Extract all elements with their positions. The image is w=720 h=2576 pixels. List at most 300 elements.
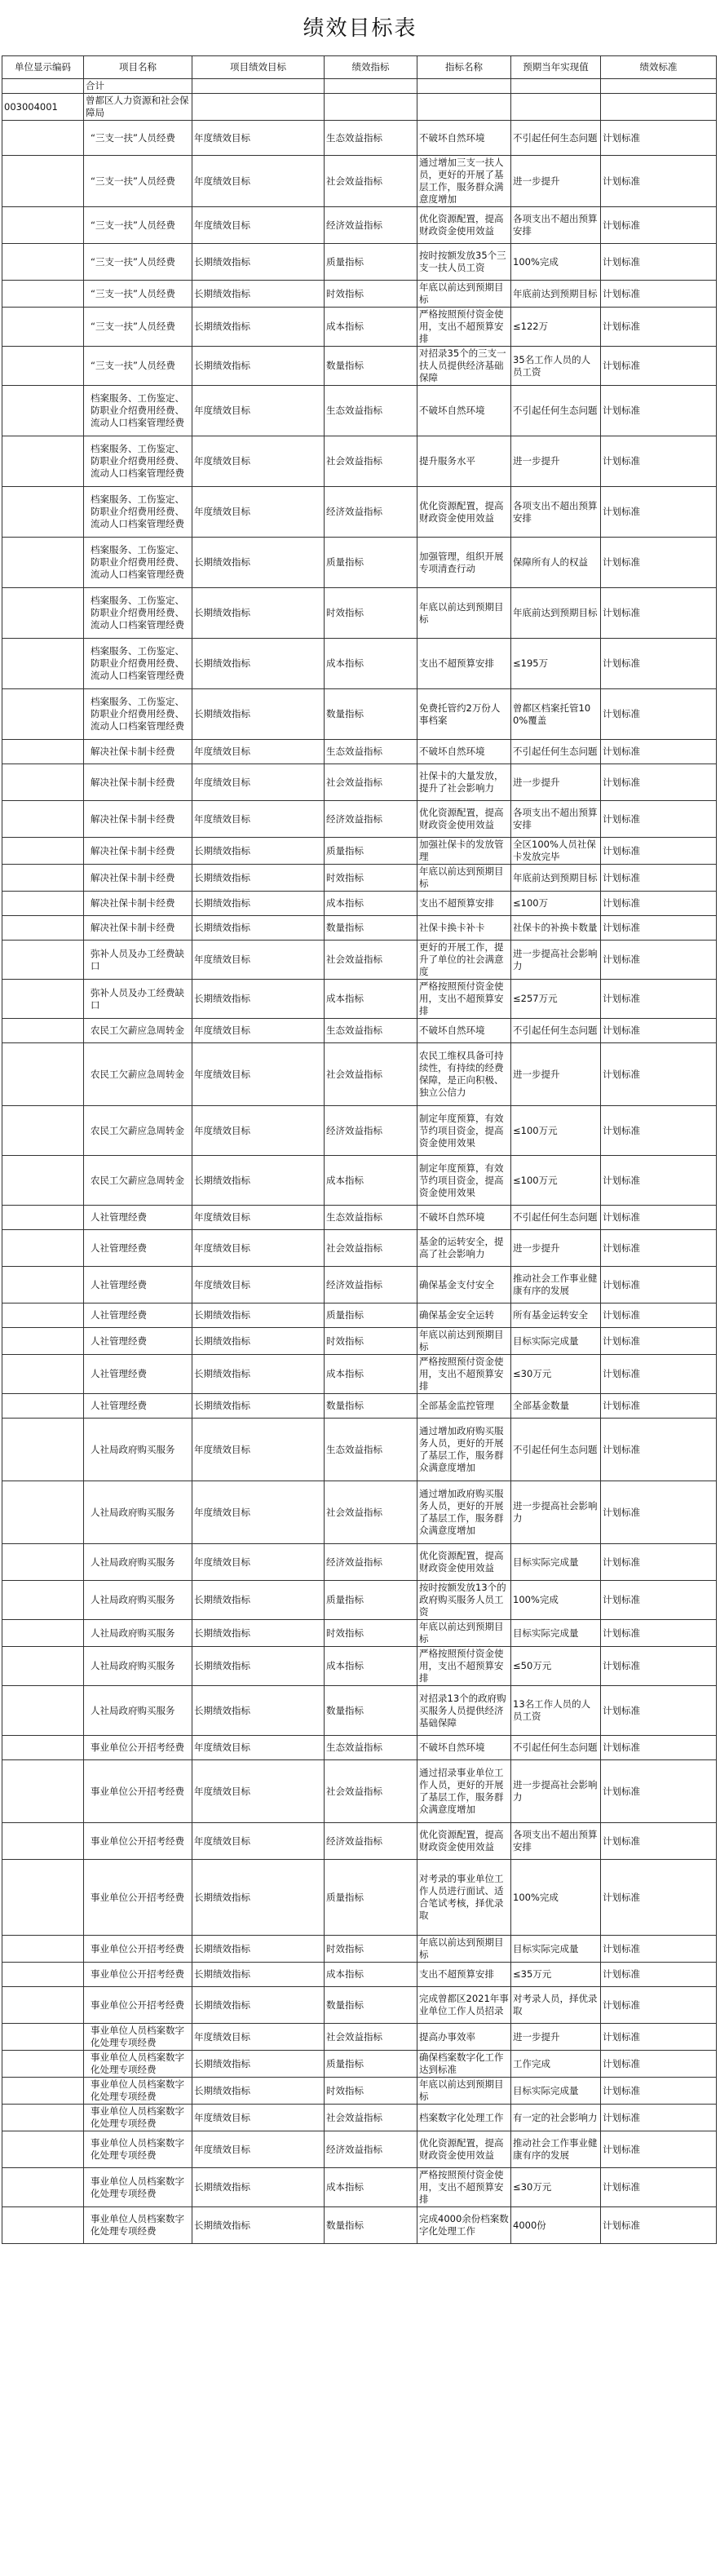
standard-cell: 计划标准 [601,347,717,386]
table-row [2,689,717,740]
indicator-cell: 成本指标 [325,980,417,1019]
project-goal-cell: 长期绩效指标 [192,1328,325,1355]
indicator-name-cell: 提高办事效率 [417,2024,511,2051]
expected-value-cell: ≤50万元 [511,1647,601,1686]
standard-cell: 计划标准 [601,980,717,1019]
unit-code-cell [2,689,84,740]
indicator-cell: 成本指标 [325,1156,417,1206]
table-row [2,1328,717,1355]
standard-cell: 计划标准 [601,689,717,740]
indicator-cell: 时效指标 [325,588,417,639]
indicator-cell: 社会效益指标 [325,941,417,980]
project-name-cell: “三支一扶”人员经费 [84,308,192,347]
project-goal-cell: 年度绩效目标 [192,1206,325,1230]
indicator-name-cell: 不破坏自然环境 [417,1019,511,1043]
standard-cell: 计划标准 [601,916,717,941]
project-name-cell: 档案服务、工伤鉴定、防职业介绍费用经费、流动人口档案管理经费 [84,639,192,689]
project-goal-cell: 年度绩效目标 [192,1544,325,1581]
unit-code-cell [2,1394,84,1419]
project-name-cell: 人社局政府购买服务 [84,1544,192,1581]
indicator-cell: 生态效益指标 [325,1419,417,1481]
expected-value-cell: 不引起任何生态问题 [511,1419,601,1481]
project-goal-cell: 长期绩效指标 [192,1156,325,1206]
indicator-name-cell: 年底以前达到预期目标 [417,588,511,639]
project-name-cell: 档案服务、工伤鉴定、防职业介绍费用经费、流动人口档案管理经费 [84,386,192,436]
table-row [2,1106,717,1156]
standard-cell: 计划标准 [601,487,717,538]
indicator-cell: 社会效益指标 [325,1481,417,1544]
table-row [2,916,717,941]
indicator-cell: 经济效益指标 [325,2131,417,2168]
table-row [2,1043,717,1106]
standard-cell: 计划标准 [601,865,717,892]
project-goal-cell: 年度绩效目标 [192,740,325,764]
project-goal-cell: 长期绩效指标 [192,2168,325,2207]
header-unit-code: 单位显示编码 [2,56,84,79]
indicator-name-cell: 完成曾都区2021年事业单位工作人员招录 [417,1987,511,2024]
indicator-name-cell: 不破坏自然环境 [417,386,511,436]
indicator-cell: 时效指标 [325,2078,417,2105]
standard-cell: 计划标准 [601,156,717,207]
table-row [2,865,717,892]
table-row [2,588,717,639]
indicator-cell: 生态效益指标 [325,121,417,156]
project-name-cell: 事业单位公开招考经费 [84,1936,192,1963]
indicator-name-cell: 年底以前达到预期目标 [417,865,511,892]
indicator-name-cell: 支出不超预算安排 [417,1963,511,1987]
expected-value-cell: 所有基金运转安全 [511,1303,601,1328]
table-row [2,436,717,487]
project-goal-cell: 长期绩效指标 [192,1686,325,1736]
standard-cell: 计划标准 [601,1963,717,1987]
indicator-cell: 数量指标 [325,347,417,386]
indicator-name-cell: 制定年度预算，有效节约项目资金，提高资金使用效果 [417,1106,511,1156]
expected-value-cell: 进一步提升 [511,1230,601,1267]
project-goal-cell: 长期绩效指标 [192,244,325,281]
project-name-cell: 事业单位人员档案数字化处理专项经费 [84,2105,192,2131]
indicator-name-cell: 按时按额发放13个的政府购买服务人员工资 [417,1581,511,1620]
standard-cell: 计划标准 [601,244,717,281]
project-goal-cell: 年度绩效目标 [192,436,325,487]
indicator-cell: 经济效益指标 [325,1267,417,1303]
project-goal-cell: 长期绩效指标 [192,1963,325,1987]
table-row [2,764,717,801]
table-row [2,2207,717,2244]
indicator-name-cell: 加强管理，组织开展专项清查行动 [417,538,511,588]
expected-value-cell: ≤100万元 [511,1156,601,1206]
indicator-name-cell: 确保基金安全运转 [417,1303,511,1328]
expected-value-cell: ≤100万 [511,892,601,916]
performance-goal-table [2,55,717,2244]
indicator-cell: 社会效益指标 [325,764,417,801]
indicator-cell: 社会效益指标 [325,2024,417,2051]
table-row [2,838,717,865]
indicator-cell: 质量指标 [325,538,417,588]
expected-value-cell: 各项支出不超出预算安排 [511,1823,601,1860]
indicator-name-cell: 支出不超预算安排 [417,639,511,689]
table-row [2,386,717,436]
project-name-cell: 解决社保卡制卡经费 [84,892,192,916]
table-row [2,1647,717,1686]
unit-code-cell [2,639,84,689]
project-name-cell: 事业单位公开招考经费 [84,1860,192,1936]
indicator-cell: 社会效益指标 [325,1043,417,1106]
indicator-name-cell: 年底以前达到预期目标 [417,1328,511,1355]
indicator-name-cell: 对招录13个的政府购买服务人员提供经济基础保障 [417,1686,511,1736]
project-name-cell: 事业单位公开招考经费 [84,1760,192,1823]
indicator-name-cell: 年底以前达到预期目标 [417,2078,511,2105]
unit-code-cell [2,1230,84,1267]
project-goal-cell: 年度绩效目标 [192,487,325,538]
table-row [2,156,717,207]
project-name-cell: 事业单位人员档案数字化处理专项经费 [84,2078,192,2105]
expected-value-cell: 进一步提高社会影响力 [511,1481,601,1544]
expected-value-cell: 100%完成 [511,1860,601,1936]
unit-code-cell [2,1987,84,2024]
expected-value-cell: 年底前达到预期目标 [511,865,601,892]
project-goal-cell: 年度绩效目标 [192,1019,325,1043]
indicator-cell: 数量指标 [325,1686,417,1736]
project-goal-cell: 长期绩效指标 [192,980,325,1019]
project-goal-cell: 长期绩效指标 [192,308,325,347]
project-name-cell: 弥补人员及办工经费缺口 [84,941,192,980]
standard-cell: 计划标准 [601,2078,717,2105]
indicator-cell: 质量指标 [325,2051,417,2078]
indicator-cell: 数量指标 [325,689,417,740]
expected-value-cell: 全区100%人员社保卡发放完毕 [511,838,601,865]
indicator-name-cell: 通过招录事业单位工作人员，更好的开展了基层工作，服务群众满意度增加 [417,1760,511,1823]
table-row [2,121,717,156]
indicator-name-cell: 按时按额发放35个三支一扶人员工资 [417,244,511,281]
expected-value-cell: 目标实际完成量 [511,1620,601,1647]
expected-value-cell: 13名工作人员的人员工资 [511,1686,601,1736]
table-row [2,1987,717,2024]
indicator-cell: 生态效益指标 [325,1206,417,1230]
table-row [2,1963,717,1987]
indicator-name-cell: 年底以前达到预期目标 [417,1936,511,1963]
unit-code-cell [2,740,84,764]
unit-code-cell [2,156,84,207]
expected-value-cell: ≤35万元 [511,1963,601,1987]
table-header-row [2,56,717,79]
table-row [2,1230,717,1267]
expected-value-cell: 100%完成 [511,244,601,281]
unit-code-cell [2,941,84,980]
expected-value-cell: 进一步提升 [511,156,601,207]
expected-value-cell: 推动社会工作事业健康有序的发展 [511,2131,601,2168]
project-goal-cell: 年度绩效目标 [192,386,325,436]
indicator-name-cell: 通过增加政府购买服务人员，更好的开展了基层工作，服务群众满意度增加 [417,1419,511,1481]
unit-code-cell [2,1936,84,1963]
project-name-cell: 人社管理经费 [84,1328,192,1355]
project-goal-cell: 长期绩效指标 [192,347,325,386]
standard-cell: 计划标准 [601,2207,717,2244]
project-name-cell: 人社局政府购买服务 [84,1647,192,1686]
unit-code-cell [2,1267,84,1303]
indicator-name-cell: 完成4000余份档案数字化处理工作 [417,2207,511,2244]
table-row [2,2131,717,2168]
standard-cell: 计划标准 [601,838,717,865]
page-title: 绩效目标表 [303,16,417,41]
unit-code-cell [2,588,84,639]
unit-code-cell [2,79,84,94]
project-name-cell: 农民工欠薪应急周转金 [84,1043,192,1106]
indicator-name-cell: 严格按照预付资金使用，支出不超预算安排 [417,2168,511,2207]
expected-value-cell: ≤122万 [511,308,601,347]
project-goal-cell: 长期绩效指标 [192,281,325,308]
unit-code-cell [2,2207,84,2244]
indicator-name-cell: 确保基金支付安全 [417,1267,511,1303]
unit-code-cell [2,1156,84,1206]
expected-value-cell: 目标实际完成量 [511,2078,601,2105]
indicator-cell: 时效指标 [325,1328,417,1355]
unit-code-cell [2,244,84,281]
standard-cell: 计划标准 [601,1760,717,1823]
standard-cell: 计划标准 [601,1647,717,1686]
unit-code-cell [2,281,84,308]
table-row [2,639,717,689]
table-row [2,1481,717,1544]
indicator-cell: 时效指标 [325,281,417,308]
unit-code-cell [2,487,84,538]
table-row [2,1156,717,1206]
project-name-cell: 解决社保卡制卡经费 [84,838,192,865]
indicator-cell: 生态效益指标 [325,1736,417,1760]
standard-cell: 计划标准 [601,121,717,156]
project-goal-cell: 长期绩效指标 [192,588,325,639]
standard-cell: 计划标准 [601,538,717,588]
expected-value-cell: ≤100万元 [511,1106,601,1156]
expected-value-cell: 进一步提升 [511,436,601,487]
project-goal-cell: 长期绩效指标 [192,1936,325,1963]
indicator-cell: 成本指标 [325,639,417,689]
expected-value-cell: 社保卡的补换卡数量 [511,916,601,941]
table-row [2,487,717,538]
standard-cell: 计划标准 [601,1156,717,1206]
unit-code-cell [2,1206,84,1230]
project-name-cell: 农民工欠薪应急周转金 [84,1156,192,1206]
project-name-cell: 解决社保卡制卡经费 [84,764,192,801]
project-goal-cell: 年度绩效目标 [192,1106,325,1156]
project-goal-cell: 长期绩效指标 [192,865,325,892]
standard-cell: 计划标准 [601,941,717,980]
table-row [2,941,717,980]
unit-code-cell [2,2024,84,2051]
expected-value-cell: 35名工作人员的人员工资 [511,347,601,386]
table-row [2,1936,717,1963]
standard-cell: 计划标准 [601,892,717,916]
standard-cell: 计划标准 [601,207,717,244]
standard-cell: 计划标准 [601,2024,717,2051]
standard-cell: 计划标准 [601,2168,717,2207]
project-name-cell: “三支一扶”人员经费 [84,347,192,386]
indicator-name-cell: 优化资源配置，提高财政资金使用效益 [417,801,511,838]
indicator-name-cell: 不破坏自然环境 [417,1736,511,1760]
unit-code-cell [2,1581,84,1620]
table-row [2,2168,717,2207]
standard-cell: 计划标准 [601,2105,717,2131]
table-row [2,2024,717,2051]
indicator-name-cell: 支出不超预算安排 [417,892,511,916]
standard-cell: 计划标准 [601,1686,717,1736]
indicator-name-cell: 严格按照预付资金使用，支出不超预算安排 [417,980,511,1019]
indicator-cell: 时效指标 [325,1936,417,1963]
standard-cell: 计划标准 [601,1267,717,1303]
indicator-cell: 成本指标 [325,1355,417,1394]
expected-value-cell: 不引起任何生态问题 [511,386,601,436]
table-row [2,1206,717,1230]
unit-code-cell [2,308,84,347]
expected-value-cell: 不引起任何生态问题 [511,740,601,764]
indicator-name-cell: 制定年度预算，有效节约项目资金，提高资金使用效果 [417,1156,511,1206]
indicator-cell: 成本指标 [325,308,417,347]
project-name-cell: 档案服务、工伤鉴定、防职业介绍费用经费、流动人口档案管理经费 [84,436,192,487]
table-row [2,1760,717,1823]
indicator-name-cell: 优化资源配置，提高财政资金使用效益 [417,1544,511,1581]
unit-code-cell [2,865,84,892]
summary-row-unit [2,94,717,121]
indicator-name-cell: 年底以前达到预期目标 [417,1620,511,1647]
project-name-cell: 农民工欠薪应急周转金 [84,1106,192,1156]
header-expected-value: 预期当年实现值 [511,56,601,79]
project-goal-cell: 年度绩效目标 [192,2024,325,2051]
indicator-cell: 经济效益指标 [325,1544,417,1581]
standard-cell: 计划标准 [601,1823,717,1860]
standard-cell: 计划标准 [601,2131,717,2168]
project-name-cell: 人社局政府购买服务 [84,1620,192,1647]
header-indicator: 绩效指标 [325,56,417,79]
indicator-cell: 成本指标 [325,892,417,916]
expected-value-cell: 进一步提升 [511,2024,601,2051]
project-goal-cell: 年度绩效目标 [192,1481,325,1544]
project-name-cell: 事业单位公开招考经费 [84,1987,192,2024]
project-goal-cell: 长期绩效指标 [192,2078,325,2105]
table-row [2,892,717,916]
standard-cell: 计划标准 [601,639,717,689]
indicator-name-cell: 确保档案数字化工作达到标准 [417,2051,511,2078]
unit-code-cell [2,1736,84,1760]
project-name-cell: 事业单位人员档案数字化处理专项经费 [84,2051,192,2078]
project-name-cell: 人社局政府购买服务 [84,1481,192,1544]
expected-value-cell: 进一步提高社会影响力 [511,941,601,980]
table-row [2,980,717,1019]
expected-value-cell: 对考录人员，择优录取 [511,1987,601,2024]
project-name-cell: 人社管理经费 [84,1230,192,1267]
expected-value-cell: 不引起任何生态问题 [511,121,601,156]
project-goal-cell: 年度绩效目标 [192,156,325,207]
project-goal-cell: 年度绩效目标 [192,1043,325,1106]
project-name-cell: 农民工欠薪应急周转金 [84,1019,192,1043]
project-name-cell: “三支一扶”人员经费 [84,121,192,156]
unit-code-cell [2,1419,84,1481]
table-row [2,2105,717,2131]
indicator-name-cell: 不破坏自然环境 [417,1206,511,1230]
standard-cell: 计划标准 [601,588,717,639]
unit-code-cell [2,2168,84,2207]
standard-cell: 计划标准 [601,1936,717,1963]
expected-value-cell: 目标实际完成量 [511,1936,601,1963]
expected-value-cell: 100%完成 [511,1581,601,1620]
project-goal-cell: 年度绩效目标 [192,941,325,980]
indicator-name-cell: 通过增加三支一扶人员，更好的开展了基层工作，服务群众满意度增加 [417,156,511,207]
project-name-cell: 人社管理经费 [84,1303,192,1328]
header-indicator-name: 指标名称 [417,56,511,79]
project-name-cell: 人社管理经费 [84,1394,192,1419]
indicator-name-cell: 优化资源配置，提高财政资金使用效益 [417,2131,511,2168]
unit-code-cell [2,2131,84,2168]
expected-value-cell: 年底前达到预期目标 [511,281,601,308]
header-project-name: 项目名称 [84,56,192,79]
indicator-name-cell: 档案数字化处理工作 [417,2105,511,2131]
standard-cell: 计划标准 [601,1206,717,1230]
project-name-cell: “三支一扶”人员经费 [84,281,192,308]
indicator-name-cell: 通过增加政府购买服务人员，更好的开展了基层工作，服务群众满意度增加 [417,1481,511,1544]
indicator-name-cell: 严格按照预付资金使用，支出不超预算安排 [417,1647,511,1686]
project-goal-cell: 长期绩效指标 [192,2207,325,2244]
project-goal-cell: 长期绩效指标 [192,1355,325,1394]
standard-cell: 计划标准 [601,740,717,764]
unit-code-cell [2,801,84,838]
indicator-cell: 经济效益指标 [325,487,417,538]
standard-cell: 计划标准 [601,436,717,487]
table-row [2,1620,717,1647]
standard-cell: 计划标准 [601,1230,717,1267]
project-goal-cell: 长期绩效指标 [192,892,325,916]
project-goal-cell: 年度绩效目标 [192,121,325,156]
expected-value-cell: 各项支出不超出预算安排 [511,487,601,538]
unit-code-cell [2,892,84,916]
project-name-cell: 事业单位人员档案数字化处理专项经费 [84,2131,192,2168]
project-name-cell: 事业单位公开招考经费 [84,1963,192,1987]
table-row [2,1581,717,1620]
standard-cell: 计划标准 [601,1481,717,1544]
indicator-cell: 质量指标 [325,838,417,865]
standard-cell: 计划标准 [601,1987,717,2024]
unit-code-cell [2,436,84,487]
unit-code-cell [2,1328,84,1355]
indicator-cell: 生态效益指标 [325,1019,417,1043]
indicator-cell: 经济效益指标 [325,1106,417,1156]
standard-cell: 计划标准 [601,386,717,436]
unit-code-cell [2,1303,84,1328]
project-name-cell: “三支一扶”人员经费 [84,244,192,281]
indicator-cell: 经济效益指标 [325,1823,417,1860]
project-name-cell: 档案服务、工伤鉴定、防职业介绍费用经费、流动人口档案管理经费 [84,588,192,639]
indicator-name-cell: 优化资源配置，提高财政资金使用效益 [417,487,511,538]
indicator-cell: 成本指标 [325,1647,417,1686]
expected-value-cell: ≤30万元 [511,2168,601,2207]
indicator-name-cell: 严格按照预付资金使用，支出不超预算安排 [417,1355,511,1394]
unit-code-cell [2,980,84,1019]
indicator-cell: 数量指标 [325,1987,417,2024]
indicator-name-cell: 年底以前达到预期目标 [417,281,511,308]
project-goal-cell: 年度绩效目标 [192,1823,325,1860]
project-name-cell: 人社管理经费 [84,1206,192,1230]
project-name-cell: 曾都区人力资源和社会保障局 [84,94,192,121]
unit-code-cell [2,121,84,156]
project-goal-cell: 年度绩效目标 [192,2105,325,2131]
project-name-cell: “三支一扶”人员经费 [84,156,192,207]
expected-value-cell: 进一步提升 [511,1043,601,1106]
indicator-cell: 社会效益指标 [325,156,417,207]
unit-code-cell [2,1760,84,1823]
table-row [2,1355,717,1394]
expected-value-cell: 年底前达到预期目标 [511,588,601,639]
indicator-cell: 数量指标 [325,916,417,941]
standard-cell: 计划标准 [601,1043,717,1106]
header-standard: 绩效标准 [601,56,717,79]
project-goal-cell: 年度绩效目标 [192,2131,325,2168]
